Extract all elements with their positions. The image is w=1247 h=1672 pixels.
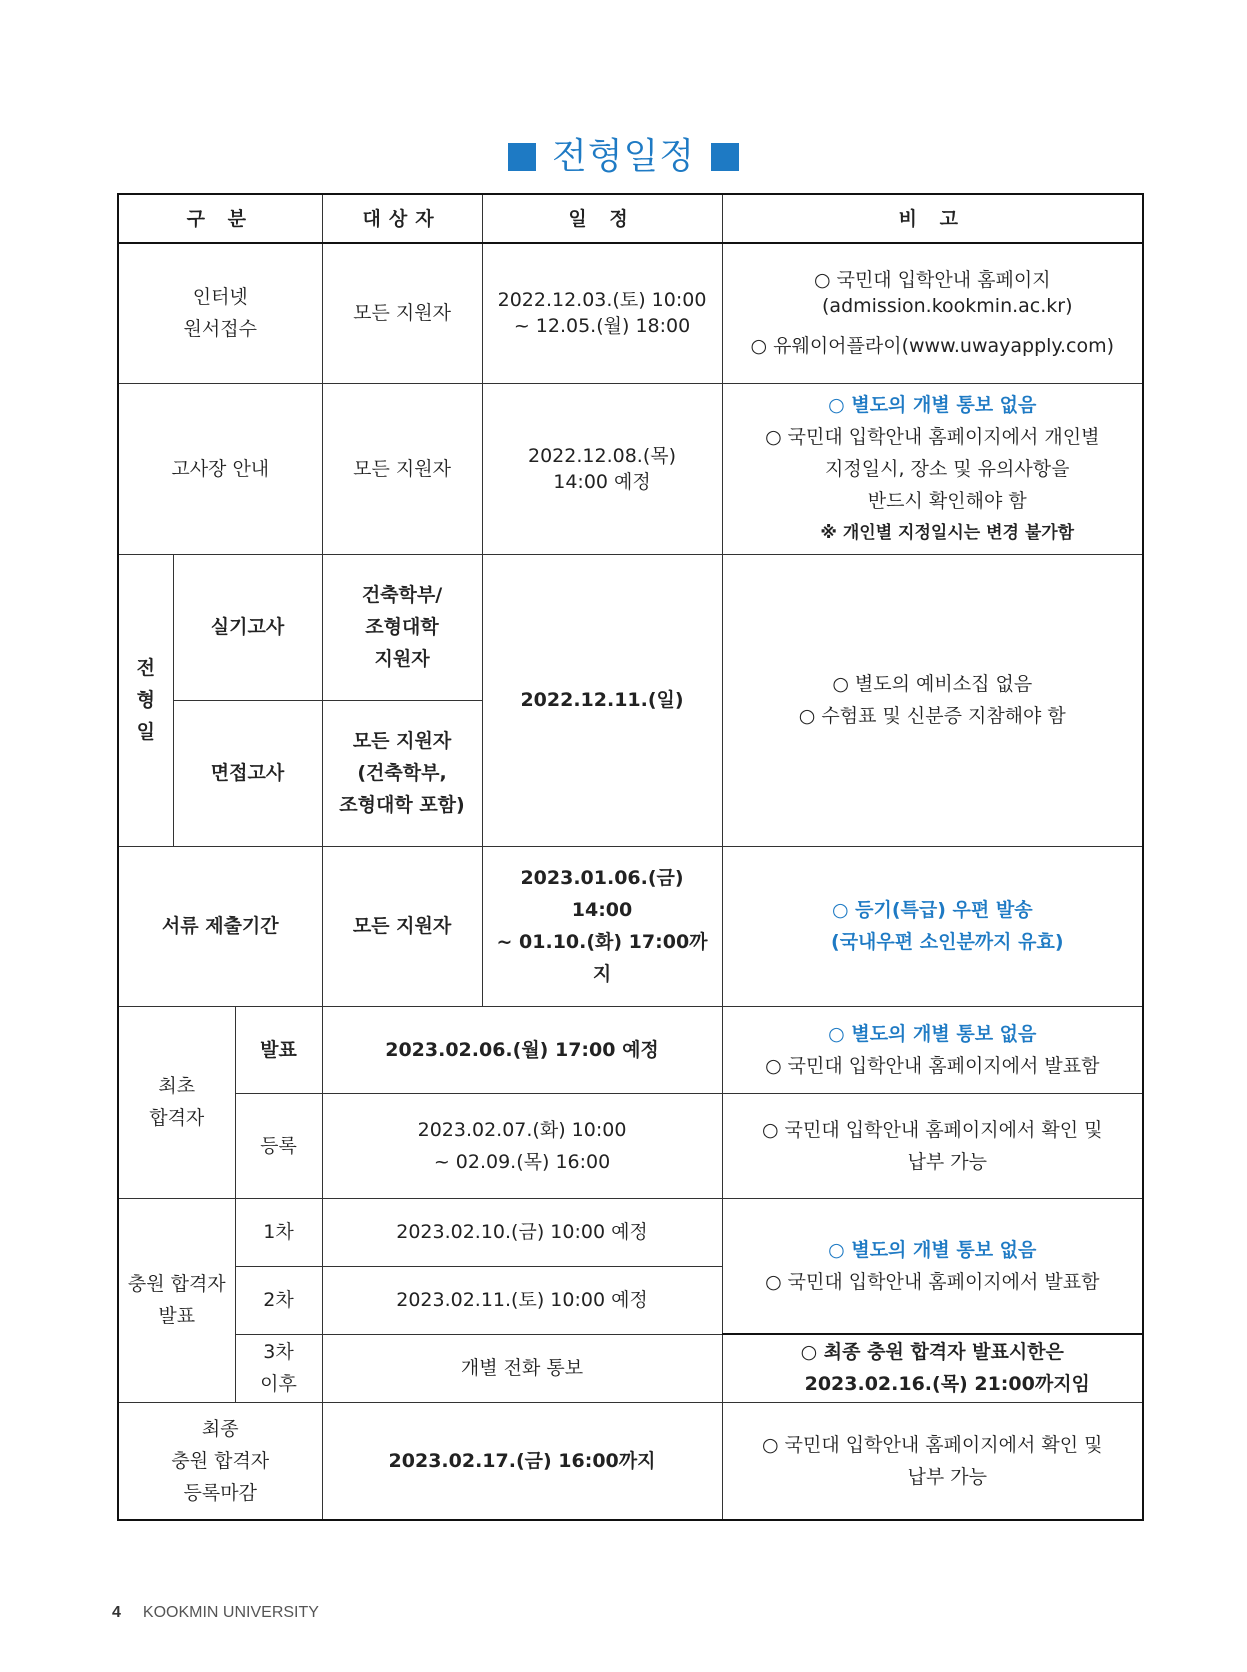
row-notes: ○ 등기(특급) 우편 발송 (국내우편 소인분까지 유효) [722, 846, 1143, 1006]
row-label: 고사장 안내 [118, 383, 322, 554]
row-date: 개별 전화 통보 [322, 1334, 722, 1402]
row-target: 건축학부/ 조형대학 지원자 [322, 554, 482, 700]
page-number: 4 [112, 1604, 121, 1621]
row-date: 2023.02.07.(화) 10:00 ~ 02.09.(목) 16:00 [322, 1093, 722, 1198]
row-notes: ○ 국민대 입학안내 홈페이지 (admission.kookmin.ac.kr) ○ 유웨이어플라이(www.uwayapply.com) [722, 243, 1143, 383]
square-icon [711, 143, 739, 171]
row-notes: ○ 국민대 입학안내 홈페이지에서 확인 및 납부 가능 [722, 1402, 1143, 1520]
row-notes: ○ 최종 충원 합격자 발표시한은 2023.02.16.(목) 21:00까지임 [722, 1334, 1143, 1402]
interview-exam-label: 면접고사 [173, 700, 322, 846]
row-label: 최초 합격자 [118, 1006, 235, 1198]
table-row [118, 1006, 1143, 1093]
row-target: 모든 지원자 (건축학부, 조형대학 포함) [322, 700, 482, 846]
row-notes: ○ 별도의 개별 통보 없음 ○ 국민대 입학안내 홈페이지에서 발표함 [722, 1198, 1143, 1334]
row-date: 2023.02.11.(토) 10:00 예정 [322, 1266, 722, 1334]
row-date: 2023.02.17.(금) 16:00까지 [322, 1402, 722, 1520]
row-target: 모든 지원자 [322, 243, 482, 383]
page-title-text: 전형일정 [551, 136, 696, 177]
row-label: 최종 충원 합격자 등록마감 [118, 1402, 322, 1520]
round-label: 2차 [235, 1266, 322, 1334]
round-label: 1차 [235, 1198, 322, 1266]
practical-exam-label: 실기고사 [173, 554, 322, 700]
exam-day-label: 전 형 일 [118, 554, 173, 846]
header-schedule: 일 정 [482, 194, 722, 243]
row-date: 2022.12.08.(목) 14:00 예정 [482, 383, 722, 554]
table-row [118, 846, 1143, 1006]
table-header-row [118, 194, 1143, 243]
header-target: 대상자 [322, 194, 482, 243]
header-remarks: 비 고 [722, 194, 1143, 243]
table-row [118, 243, 1143, 383]
page-title [0, 128, 1247, 179]
row-label: 충원 합격자 발표 [118, 1198, 235, 1402]
row-notes: ○ 국민대 입학안내 홈페이지에서 확인 및 납부 가능 [722, 1093, 1143, 1198]
row-date: 2022.12.03.(토) 10:00 ~ 12.05.(월) 18:00 [482, 243, 722, 383]
header-category: 구 분 [118, 194, 322, 243]
row-date: 2022.12.11.(일) [482, 554, 722, 846]
row-date: 2023.02.06.(월) 17:00 예정 [322, 1006, 722, 1093]
table-row [118, 383, 1143, 554]
register-label: 등록 [235, 1093, 322, 1198]
row-notes: ○ 별도의 개별 통보 없음 ○ 국민대 입학안내 홈페이지에서 발표함 [722, 1006, 1143, 1093]
row-date: 2023.02.10.(금) 10:00 예정 [322, 1198, 722, 1266]
table-row [118, 554, 1143, 700]
row-label: 인터넷 원서접수 [118, 243, 322, 383]
row-target: 모든 지원자 [322, 383, 482, 554]
page-footer [112, 1604, 319, 1622]
row-label: 서류 제출기간 [118, 846, 322, 1006]
table-row [118, 1402, 1143, 1520]
table-row [118, 1198, 1143, 1266]
footer-org: KOOKMIN UNIVERSITY [142, 1604, 319, 1621]
schedule-table [117, 193, 1144, 1521]
table-row [118, 1093, 1143, 1198]
round-label: 3차 이후 [235, 1334, 322, 1402]
square-icon [508, 143, 536, 171]
row-notes: ○ 별도의 예비소집 없음 ○ 수험표 및 신분증 지참해야 함 [722, 554, 1143, 846]
announce-label: 발표 [235, 1006, 322, 1093]
row-target: 모든 지원자 [322, 846, 482, 1006]
table-row [118, 1334, 1143, 1402]
row-date: 2023.01.06.(금) 14:00 ~ 01.10.(화) 17:00까지 [482, 846, 722, 1006]
row-notes: ○ 별도의 개별 통보 없음 ○ 국민대 입학안내 홈페이지에서 개인별 지정일시, 장소 및 유의사항을 반드시 확인해야 함 ※ 개인별 지정일시는 변경 불가함 [722, 383, 1143, 554]
